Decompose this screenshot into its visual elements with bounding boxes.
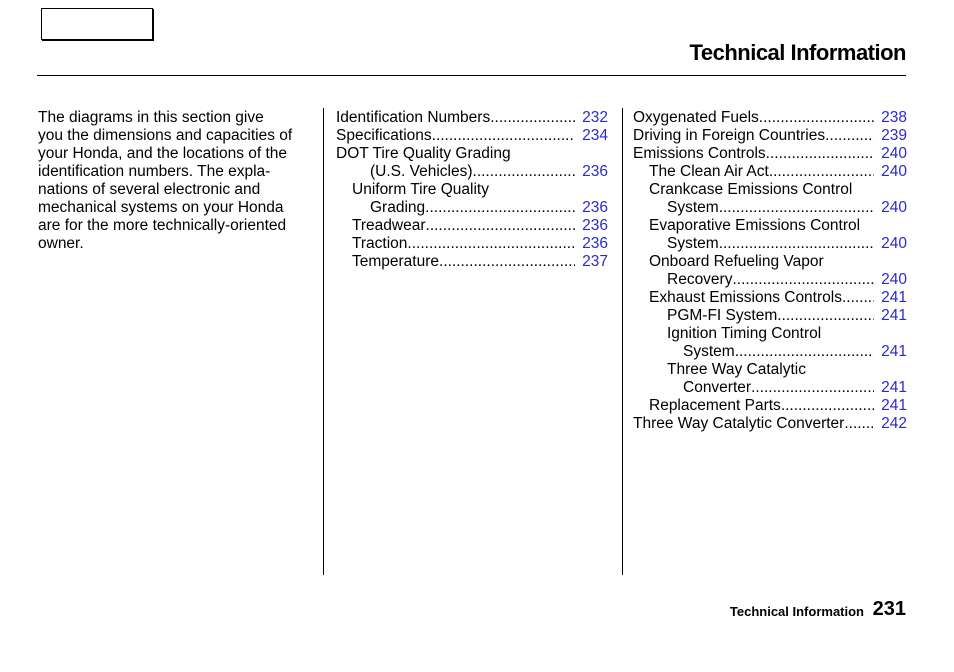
toc-entry-title: Three Way Catalytic Converter (633, 415, 845, 432)
toc-entry (633, 217, 907, 235)
dot-leader (769, 163, 874, 181)
dot-leader (844, 415, 874, 433)
toc-entry-title: Emissions Controls (633, 145, 766, 162)
toc-page-link[interactable]: 234 (582, 127, 608, 144)
toc-entry-title: Specifications (336, 127, 432, 144)
toc-entry[interactable] (633, 397, 907, 415)
intro-line: mechanical systems on your Honda (38, 199, 284, 216)
dot-leader (842, 289, 874, 307)
toc-entry (633, 181, 907, 199)
toc-entry-title: (U.S. Vehicles) (370, 163, 473, 180)
toc-column-2 (336, 109, 608, 271)
toc-page-link[interactable]: 239 (881, 127, 907, 144)
toc-entry-title: PGM-FI System (667, 307, 778, 324)
toc-entry-title: Treadwear (352, 217, 426, 234)
dot-leader (490, 109, 575, 127)
dot-leader (735, 343, 874, 361)
toc-page-link[interactable]: 242 (881, 415, 907, 432)
column-divider (622, 108, 623, 575)
toc-entry[interactable] (336, 127, 608, 145)
dot-leader (825, 127, 874, 145)
intro-line: identification numbers. The expla- (38, 163, 271, 180)
title-divider (37, 75, 906, 76)
toc-page-link[interactable]: 241 (881, 397, 907, 414)
toc-page-link[interactable]: 240 (881, 199, 907, 216)
column-divider (323, 108, 324, 575)
dot-leader (766, 145, 874, 163)
toc-entry-title: System (667, 235, 719, 252)
dot-leader (759, 109, 874, 127)
toc-entry[interactable] (633, 127, 907, 145)
toc-page-link[interactable]: 236 (582, 235, 608, 252)
toc-entry[interactable] (633, 415, 907, 433)
toc-entry-title: Converter (683, 379, 752, 396)
toc-entry-title: Oxygenated Fuels (633, 109, 759, 126)
toc-entry-title: DOT Tire Quality Grading (336, 145, 511, 162)
dot-leader (777, 307, 874, 325)
page-number: 231 (872, 598, 906, 620)
toc-entry-title: Temperature (352, 253, 440, 270)
footer-section-label: Technical Information (729, 604, 864, 619)
dot-leader (732, 271, 874, 289)
toc-page-link[interactable]: 241 (881, 343, 907, 360)
toc-page-link[interactable]: 236 (582, 163, 608, 180)
dot-leader (432, 127, 575, 145)
toc-column-3 (633, 109, 907, 433)
toc-page-link[interactable]: 240 (881, 235, 907, 252)
toc-entry[interactable] (633, 109, 907, 127)
main-menu-button[interactable] (41, 8, 153, 40)
toc-entry-title: Ignition Timing Control (667, 325, 822, 342)
toc-entry (336, 181, 608, 199)
toc-entry-title: Onboard Refueling Vapor (649, 253, 824, 270)
toc-entry[interactable] (633, 163, 907, 181)
toc-entry[interactable] (336, 217, 608, 235)
toc-entry[interactable] (633, 199, 907, 217)
toc-entry[interactable] (633, 289, 907, 307)
toc-entry-title: Evaporative Emissions Control (649, 217, 861, 234)
dot-leader (426, 217, 576, 235)
toc-entry (633, 361, 907, 379)
toc-entry[interactable] (336, 199, 608, 217)
toc-entry (633, 253, 907, 271)
toc-entry[interactable] (633, 145, 907, 163)
dot-leader (407, 235, 575, 253)
toc-entry-title: System (683, 343, 735, 360)
toc-page-link[interactable]: 236 (582, 199, 608, 216)
intro-line: your Honda, and the locations of the (38, 145, 288, 162)
toc-entry[interactable] (633, 343, 907, 361)
dot-leader (473, 163, 576, 181)
toc-entry-title: System (667, 199, 719, 216)
toc-entry (633, 325, 907, 343)
toc-page-link[interactable]: 240 (881, 145, 907, 162)
dot-leader (781, 397, 874, 415)
intro-line: you the dimensions and capacities of (38, 127, 293, 144)
toc-entry-title: Traction (352, 235, 408, 252)
toc-entry-title: Replacement Parts (649, 397, 781, 414)
toc-entry-title: Identification Numbers (336, 109, 491, 126)
toc-entry (336, 145, 608, 163)
dot-leader (751, 379, 874, 397)
toc-entry[interactable] (336, 109, 608, 127)
page-title: Technical Information (689, 40, 906, 65)
dot-leader (425, 199, 575, 217)
toc-entry[interactable] (336, 235, 608, 253)
toc-entry[interactable] (633, 271, 907, 289)
intro-line: nations of several electronic and (38, 181, 261, 198)
toc-page-link[interactable]: 241 (881, 379, 907, 396)
toc-page-link[interactable]: 240 (881, 271, 907, 288)
dot-leader (439, 253, 575, 271)
toc-entry-title: Three Way Catalytic (667, 361, 806, 378)
toc-entry[interactable] (633, 379, 907, 397)
toc-entry[interactable] (633, 307, 907, 325)
intro-line: owner. (38, 235, 84, 252)
toc-page-link[interactable]: 236 (582, 217, 608, 234)
dot-leader (719, 199, 874, 217)
toc-entry-title: Grading (370, 199, 426, 216)
toc-entry[interactable] (336, 163, 608, 181)
toc-page-link[interactable]: 240 (881, 163, 907, 180)
toc-page-link[interactable]: 241 (881, 289, 907, 306)
toc-entry-title: Crankcase Emissions Control (649, 181, 853, 198)
toc-entry-title: Recovery (667, 271, 733, 288)
toc-entry-title: Uniform Tire Quality (352, 181, 489, 198)
intro-line: The diagrams in this section give (38, 109, 264, 126)
toc-entry-title: The Clean Air Act (649, 163, 769, 180)
toc-entry[interactable] (336, 253, 608, 271)
toc-entry-title: Exhaust Emissions Controls (649, 289, 842, 306)
toc-page-link[interactable]: 241 (881, 307, 907, 324)
toc-entry[interactable] (633, 235, 907, 253)
intro-paragraph (38, 109, 314, 253)
toc-entry-title: Driving in Foreign Countries (633, 127, 826, 144)
toc-page-link[interactable]: 232 (582, 109, 608, 126)
intro-line: are for the more technically-oriented (38, 217, 287, 234)
toc-page-link[interactable]: 238 (881, 109, 907, 126)
toc-page-link[interactable]: 237 (582, 253, 608, 270)
dot-leader (719, 235, 874, 253)
